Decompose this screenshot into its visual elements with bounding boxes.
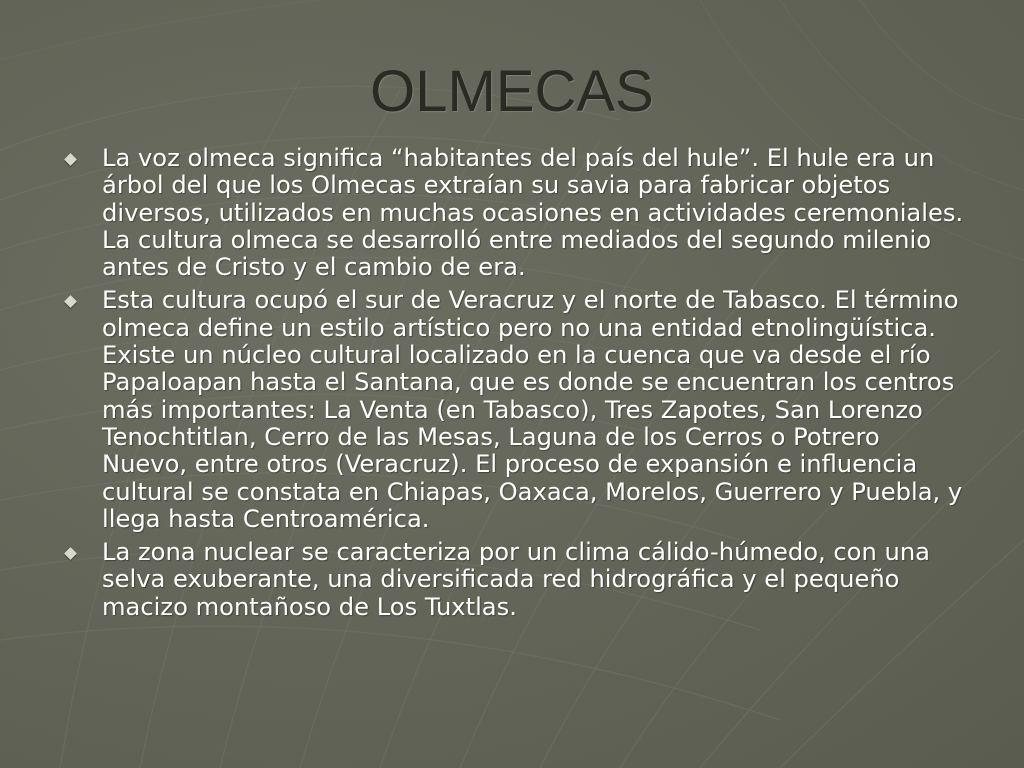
bullet-text: La voz olmeca significa “habitantes del país del hule”. El hule era un árbol del que los Olmecas extraían su savia para fabricar objetos diversos, utilizados en muchas ocasiones en actividades ceremoniales. La cultura olmeca se desarrolló entre mediados del segundo milenio antes de Cristo y el cambio de era. xyxy=(102,144,964,282)
bullet-text: Esta cultura ocupó el sur de Veracruz y el norte de Tabasco. El término olmeca define un estilo artístico pero no una entidad etnolingüística. Existe un núcleo cultural localizado en la cuenca que va desde el río Papaloapan hasta el Santana, que es donde se encuentran los centros más importantes: La Venta (en Tabasco), Tres Zapotes, San Lorenzo Tenochtitlan, Cerro de las Mesas, Laguna de los Cerros o Potrero Nuevo, entre otros (Veracruz). El proceso de expansión e influencia cultural se constata en Chiapas, Oaxaca, Morelos, Guerrero y Puebla, y llega hasta Centroamérica. xyxy=(102,286,963,533)
bullet-list xyxy=(60,145,968,627)
diamond-bullet-icon xyxy=(64,296,77,309)
diamond-bullet-icon xyxy=(64,547,77,560)
bullet-text: La zona nuclear se caracteriza por un clima cálido-húmedo, con una selva exuberante, una diversificada red hidrográfica y el pequeño macizo montañoso de Los Tuxtlas. xyxy=(102,538,930,621)
slide-title: OLMECAS xyxy=(370,59,654,124)
diamond-bullet-icon xyxy=(64,153,77,166)
bullet-item xyxy=(60,145,968,281)
bullet-item xyxy=(60,287,968,533)
bullet-item xyxy=(60,539,968,621)
